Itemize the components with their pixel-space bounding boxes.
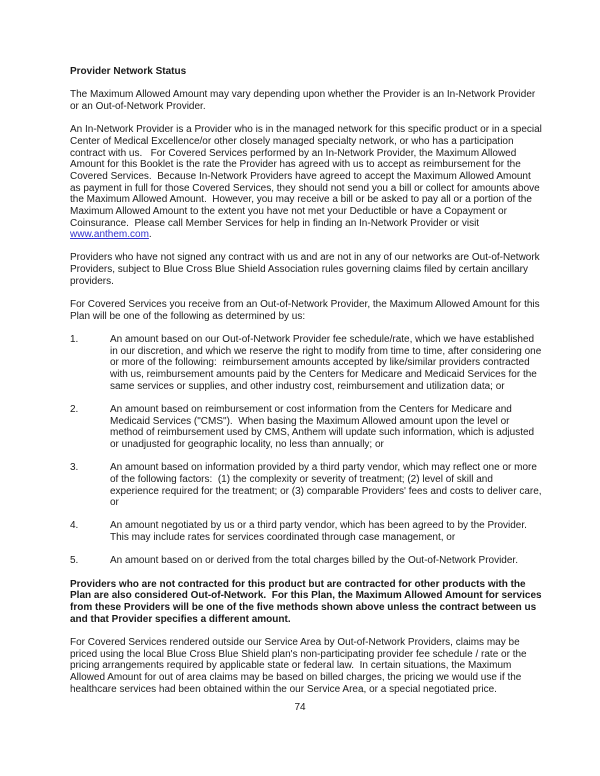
out-of-network-paragraph: Providers who have not signed any contract with us and are not in any of our networks are Out-of-Network Providers, subject to Blue Cross Blue Shield Association rules governing claims filed by certain ancillary providers.	[70, 252, 543, 287]
in-network-paragraph-text: An In-Network Provider is a Provider who is in the managed network for this specific product or in a special Center of Medical Excellence/or other closely managed specialty network, or who has a participation contract with us. For Covered Services performed by an In-Network Provider, the Maximum Allowed Amount for this Booklet is the rate the Provider has agreed with us to accept as reimbursement for the Covered Services. Because In-Network Providers have agreed to accept the Maximum Allowed Amount as payment in full for those Covered Services, they should not send you a bill or collect for amounts above the Maximum Allowed Amount. However, you may receive a bill or be asked to pay all or a portion of the Maximum Allowed Amount to the extent you have not met your Deductible or have a Copayment or Coinsurance. Please call Member Services for help in finding an In-Network Provider or visit	[70, 124, 545, 229]
intro-paragraph: The Maximum Allowed Amount may vary depending upon whether the Provider is an In-Network Provider or an Out-of-Network Provider.	[70, 89, 539, 112]
list-item-number: 4.	[70, 520, 79, 532]
list-item-text: An amount negotiated by us or a third party vendor, which has been agreed to by the Provider. This may include rates for services coordinated through case management, or	[110, 520, 533, 544]
list-item-text: An amount based on reimbursement or cost information from the Centers for Medicare and Medicaid Services ("CMS"). When basing the Maximum Allowed amount upon the level or method of reimbursement used by CMS, Anthem will update such information, which is adjusted or unadjusted for geographic locality, no less than annually; or	[110, 403, 537, 450]
document-content	[70, 66, 544, 707]
list-item-text: An amount based on information provided by a third party vendor, which may reflect one or more of the following factors: (1) the complexity or severity of treatment; (2) level of skill and experience required for the treatment; or (3) comparable Providers' fees and costs to deliver care, or	[110, 462, 545, 509]
numbered-list-item-3	[70, 462, 544, 509]
page-number: 74	[294, 702, 306, 713]
numbered-list-item-5	[70, 555, 544, 567]
numbered-list-item-4	[70, 520, 544, 543]
list-item-text: An amount based on or derived from the total charges billed by the Out-of-Network Provider.	[110, 555, 518, 567]
numbered-list-item-2	[70, 404, 544, 451]
numbered-list-item-1	[70, 334, 544, 392]
list-item-number: 5.	[70, 555, 79, 567]
anthem-website-link[interactable]: www.anthem.com	[70, 229, 149, 241]
list-item-number: 3.	[70, 462, 79, 474]
in-network-paragraph-text-after-link: .	[148, 229, 152, 241]
out-of-area-paragraph: For Covered Services rendered outside our Service Area by Out-of-Network Providers, claims may be priced using the local Blue Cross Blue Shield plan's non-participating provider fee schedule / rate or the pricing arrangements required by applicable state or federal law. In certain situations, the Maximum Allowed Amount for out of area claims may be based on billed charges, the pricing we would use if the healthcare services had been obtained within the our Service Area, or a special negotiated price.	[70, 636, 530, 695]
section-heading: Provider Network Status	[70, 66, 187, 77]
non-contracted-notice-paragraph: Providers who are not contracted for this product but are contracted for other products with the Plan are also considered Out-of-Network. For this Plan, the Maximum Allowed Amount for services from these Providers will be one of the five methods shown above unless the contract between us and that Provider specifies a different amount.	[70, 578, 545, 625]
list-item-number: 2.	[70, 403, 79, 415]
determination-intro-paragraph: For Covered Services you receive from an Out-of-Network Provider, the Maximum Allowed Amount for this Plan will be one of the following as determined by us:	[70, 299, 543, 322]
list-item-text: An amount based on our Out-of-Network Provider fee schedule/rate, which we have established in our discretion, and which we reserve the right to modify from time to time, after considering one or more of the following: reimbursement amounts accepted by like/similar providers contracted with us, reimbursement amounts paid by the Centers for Medicare and Medicaid Services for the same services or supplies, and other industry cost, reimbursement and utilization data; or	[110, 334, 545, 392]
in-network-paragraph	[70, 124, 544, 241]
list-item-number: 1.	[70, 334, 79, 346]
